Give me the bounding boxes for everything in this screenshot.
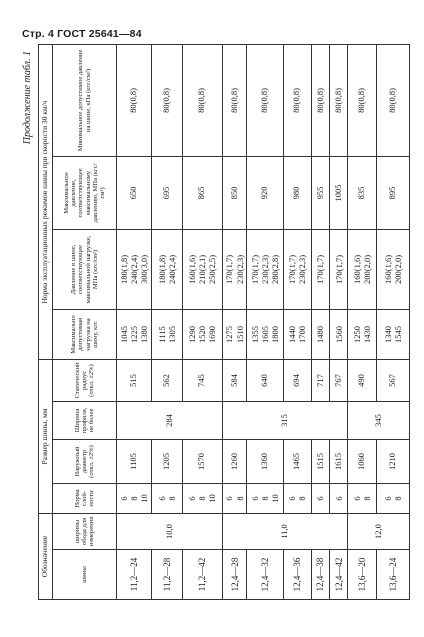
- ply-rating-line: 6: [351, 496, 362, 501]
- ply-rating: [152, 483, 182, 513]
- ply-rating: [376, 483, 409, 513]
- group-header-tyre-size: Размер шины, мм: [39, 359, 53, 513]
- max-load: [223, 309, 247, 359]
- max-load: [376, 309, 409, 359]
- table-row: [223, 44, 247, 599]
- pressure: [247, 229, 283, 309]
- ply-rating: [311, 483, 329, 513]
- outer-diameter: 1260: [223, 439, 247, 483]
- max-inflation: 1005: [330, 156, 348, 229]
- max-load-line: 1700: [297, 325, 308, 343]
- col-header-static-radius: Статический радиус (откл. ±2%): [53, 359, 117, 401]
- max-load-line: 1545: [392, 325, 403, 343]
- outer-diameter: 1615: [330, 439, 348, 483]
- static-radius: 562: [152, 359, 182, 401]
- pressure-line: 170(1,7): [224, 254, 235, 284]
- ply-rating-line: 8: [234, 496, 245, 501]
- pressure: [117, 229, 152, 309]
- static-radius: 567: [376, 359, 409, 401]
- pressure-line: 230(2,3): [297, 254, 308, 284]
- pressure: [182, 229, 222, 309]
- max-load-line: 1045: [118, 325, 129, 343]
- min-pressure: 80(0,8): [117, 44, 152, 156]
- pressure: [348, 229, 376, 309]
- min-pressure: 80(0,8): [223, 44, 247, 156]
- max-load-line: 1510: [234, 325, 245, 343]
- pressure-line: 300(3,0): [139, 254, 150, 284]
- col-header-pressure: Давление в шине, соответствующее максимальной нагрузке, МПа (кгс/см²): [53, 229, 117, 309]
- max-load: [311, 309, 329, 359]
- ply-rating-line: 6: [382, 496, 393, 501]
- table-row: [348, 44, 376, 599]
- pressure-line: 240(2,4): [129, 254, 140, 284]
- max-load-line: 1290: [187, 325, 198, 343]
- ply-rating-line: 8: [259, 496, 270, 501]
- max-load-line: 1355: [249, 325, 260, 343]
- max-load-line: 1430: [361, 325, 372, 343]
- table-row: [117, 44, 152, 599]
- ply-rating-line: 6: [333, 496, 344, 501]
- pressure: [152, 229, 182, 309]
- outer-diameter: 1205: [152, 439, 182, 483]
- min-pressure: 80(0,8): [247, 44, 283, 156]
- ply-rating-line: 8: [392, 496, 403, 501]
- ply-rating-line: 6: [287, 496, 298, 501]
- tyre-designation: 12,4—38: [311, 550, 329, 600]
- max-load-line: 1380: [139, 325, 150, 343]
- ply-rating-line: 6: [118, 496, 129, 501]
- min-pressure: 80(0,8): [182, 44, 222, 156]
- min-pressure: 80(0,8): [348, 44, 376, 156]
- pressure: [223, 229, 247, 309]
- min-pressure: 80(0,8): [330, 44, 348, 156]
- max-load: [348, 309, 376, 359]
- max-load: [152, 309, 182, 359]
- pressure: [283, 229, 311, 309]
- pressure-line: 160(1,6): [187, 254, 198, 284]
- max-load-line: 1305: [167, 325, 177, 343]
- rotated-table-block: [20, 45, 410, 600]
- ply-rating-line: 8: [129, 496, 140, 501]
- max-load: [247, 309, 283, 359]
- pressure-line: 210(2,1): [197, 254, 208, 284]
- ply-rating-line: 8: [297, 496, 308, 501]
- min-pressure: 80(0,8): [311, 44, 329, 156]
- max-load-line: 1690: [207, 325, 218, 343]
- col-header-outer-diameter: Наружный диаметр (откл. ±2%): [53, 439, 117, 483]
- pressure: [311, 229, 329, 309]
- section-width: 315: [223, 401, 348, 439]
- outer-diameter: 1060: [348, 439, 376, 483]
- section-width: 345: [348, 401, 410, 439]
- rim-width: 10,0: [117, 513, 223, 549]
- outer-diameter: 1515: [311, 439, 329, 483]
- max-inflation: 920: [247, 156, 283, 229]
- max-inflation: 895: [376, 156, 409, 229]
- pressure-line: 170(1,7): [333, 254, 344, 284]
- pressure-line: 160(1,6): [351, 254, 362, 284]
- min-pressure: 80(0,8): [152, 44, 182, 156]
- ply-rating-line: 10: [207, 494, 218, 503]
- tyre-designation: 12,4—28: [223, 550, 247, 600]
- tyre-designation: 13,6—24: [376, 550, 409, 600]
- col-header-max-inflation: Максимальное давление, соответствующее максимальному давлению, МПа (кгс/см²): [53, 156, 117, 229]
- pressure: [330, 229, 348, 309]
- ply-rating-line: 6: [224, 496, 235, 501]
- pressure-line: 170(1,7): [249, 254, 260, 284]
- tyre-designation: 11,2—42: [182, 550, 222, 600]
- col-header-tyre: шины: [53, 550, 117, 600]
- outer-diameter: 1105: [117, 439, 152, 483]
- static-radius: 515: [117, 359, 152, 401]
- min-pressure: 80(0,8): [283, 44, 311, 156]
- max-load-line: 1560: [333, 325, 344, 343]
- pressure-line: 180(1,8): [156, 254, 167, 284]
- tyre-norms-table: [38, 44, 410, 600]
- max-inflation: 850: [223, 156, 247, 229]
- col-header-max-load: Максимально допустимая нагрузка на шину, кгс: [53, 309, 117, 359]
- ply-rating-line: 8: [197, 496, 208, 501]
- ply-rating-line: 6: [156, 496, 167, 501]
- min-pressure: 80(0,8): [376, 44, 409, 156]
- ply-rating: [247, 483, 283, 513]
- max-load-line: 1115: [156, 326, 167, 343]
- pressure-line: 250(2,5): [207, 254, 218, 284]
- continuation-label: Продолжение табл. 1: [22, 51, 33, 145]
- ply-rating-line: 6: [187, 496, 198, 501]
- pressure-line: 180(1,8): [118, 254, 129, 284]
- tyre-designation: 12,4—36: [283, 550, 311, 600]
- outer-diameter: 1465: [283, 439, 311, 483]
- ply-rating-line: 6: [249, 496, 260, 501]
- max-load-line: 1225: [129, 325, 140, 343]
- static-radius: 767: [330, 359, 348, 401]
- tyre-designation: 11,2—28: [152, 550, 182, 600]
- ply-rating: [283, 483, 311, 513]
- pressure-line: 170(1,7): [287, 254, 298, 284]
- max-inflation: 835: [348, 156, 376, 229]
- static-radius: 745: [182, 359, 222, 401]
- max-inflation: 955: [311, 156, 329, 229]
- ply-rating: [182, 483, 222, 513]
- section-width: 284: [117, 401, 223, 439]
- ply-rating-line: 6: [315, 496, 326, 501]
- ply-rating-line: 10: [270, 494, 281, 503]
- max-load: [117, 309, 152, 359]
- max-load-line: 1440: [287, 325, 298, 343]
- outer-diameter: 1360: [247, 439, 283, 483]
- ply-rating: [348, 483, 376, 513]
- group-header-designation: Обозначение: [39, 513, 53, 599]
- max-load-line: 1800: [270, 325, 281, 343]
- static-radius: 717: [311, 359, 329, 401]
- max-load: [283, 309, 311, 359]
- ply-rating-line: 8: [167, 496, 177, 501]
- col-header-min-pressure: Минимальное допустимое давление на шине, кПа (кгс/см²): [53, 44, 117, 156]
- pressure-line: 230(2,3): [234, 254, 245, 284]
- col-header-section-width: Ширина профиля, не более: [53, 401, 117, 439]
- max-inflation: 650: [117, 156, 152, 229]
- max-load-line: 1520: [197, 325, 208, 343]
- max-load-line: 1250: [351, 325, 362, 343]
- pressure-line: 170(1,7): [315, 254, 326, 284]
- static-radius: 584: [223, 359, 247, 401]
- outer-diameter: 1210: [376, 439, 409, 483]
- pressure-line: 230(2,3): [259, 254, 270, 284]
- pressure-line: 200(2,0): [361, 254, 372, 284]
- static-radius: 490: [348, 359, 376, 401]
- max-inflation: 695: [152, 156, 182, 229]
- col-header-rim-width: ширины обода для измерения: [53, 513, 117, 549]
- max-load-line: 1340: [382, 325, 393, 343]
- max-load-line: 1605: [259, 325, 270, 343]
- ply-rating: [117, 483, 152, 513]
- page-header: Стр. 4 ГОСТ 25641—84: [22, 28, 142, 40]
- tyre-designation: 13,6—20: [348, 550, 376, 600]
- rim-width: 11,0: [223, 513, 348, 549]
- static-radius: 640: [247, 359, 283, 401]
- pressure-line: 160(1,6): [382, 254, 393, 284]
- pressure-line: 280(2,8): [270, 254, 281, 284]
- outer-diameter: 1570: [182, 439, 222, 483]
- group-header-norms: Норма эксплуатационных режимов шины при скорости 30 км/ч: [39, 44, 53, 359]
- max-load: [330, 309, 348, 359]
- pressure-line: 240(2,4): [167, 254, 177, 284]
- tyre-designation: 12,4—42: [330, 550, 348, 600]
- col-header-ply-rating: Норма слой-ности: [53, 483, 117, 513]
- ply-rating-line: 8: [361, 496, 372, 501]
- tyre-designation: 12,4—32: [247, 550, 283, 600]
- ply-rating: [223, 483, 247, 513]
- max-inflation: 865: [182, 156, 222, 229]
- max-load: [182, 309, 222, 359]
- static-radius: 694: [283, 359, 311, 401]
- rim-width: 12,0: [348, 513, 410, 549]
- ply-rating-line: 10: [139, 494, 150, 503]
- tyre-designation: 11,2—24: [117, 550, 152, 600]
- max-load-line: 1275: [224, 325, 235, 343]
- pressure: [376, 229, 409, 309]
- max-inflation: 980: [283, 156, 311, 229]
- ply-rating: [330, 483, 348, 513]
- pressure-line: 200(2,0): [392, 254, 403, 284]
- max-load-line: 1480: [315, 325, 326, 343]
